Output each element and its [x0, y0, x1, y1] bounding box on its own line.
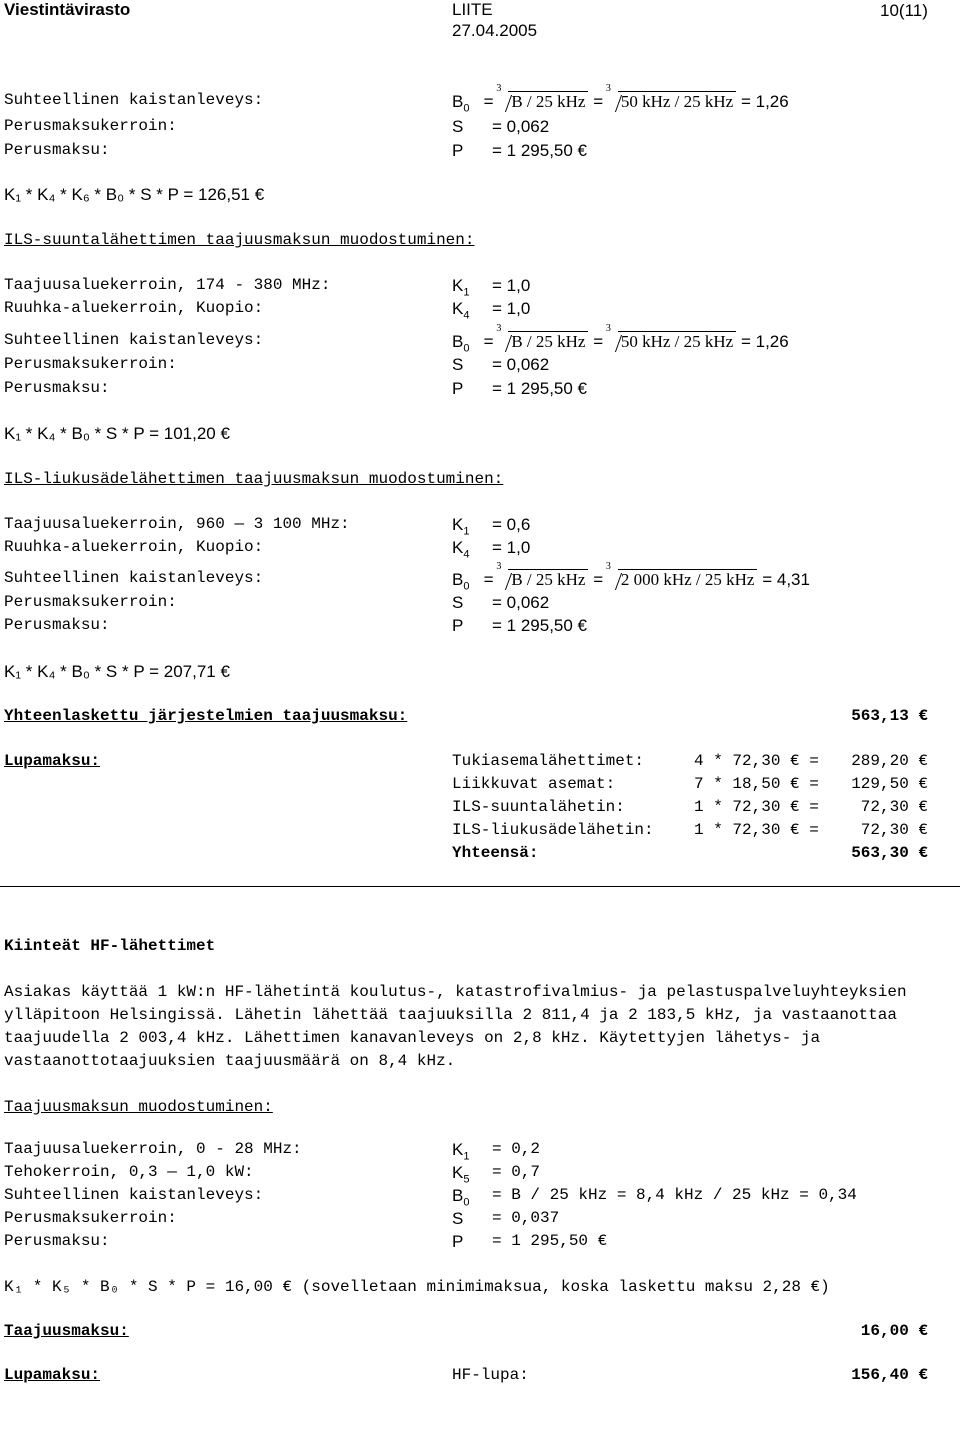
hf-para-line: taajuudella 2 003,4 kHz. Lähettimen kanavanleveys on 2,8 kHz. Käytettyjen lähetys- ja: [4, 1029, 821, 1047]
hf-k1-sym: $K_1$: [452, 1140, 470, 1163]
licence-row-amount: 72,30 €: [860, 798, 928, 816]
block3-title: ILS-liukusädelähettimen taajuusmaksun muodostuminen:: [4, 470, 504, 488]
licence-row-calc: 7 * 18,50 € =: [694, 775, 819, 793]
hf-k1-label: Taajuusaluekerroin, 0 - 28 MHz:: [4, 1140, 302, 1158]
block1-bw-label: Suhteellinen kaistanleveys:: [4, 91, 264, 109]
hf-s-val: = 0,037: [492, 1209, 560, 1227]
block2-bw-label: Suhteellinen kaistanleveys:: [4, 331, 264, 349]
block3-p-sym: P: [452, 616, 464, 635]
block3-k1-label: Taajuusaluekerroin, 960 — 3 100 MHz:: [4, 515, 350, 533]
block2-s-val: = 0,062: [492, 355, 550, 374]
block1-s-label: Perusmaksukerroin:: [4, 117, 177, 135]
block2-k1-label: Taajuusaluekerroin, 174 - 380 MHz:: [4, 276, 331, 294]
block2-formula: K₁ * K₄ * B₀ * S * P = 101,20 €: [4, 424, 230, 443]
block1-p-val: = 1 295,50 €: [492, 141, 588, 160]
licence-row-name: ILS-suuntalähetin:: [452, 798, 625, 816]
licence-row-name: Liikkuvat asemat:: [452, 775, 616, 793]
hf-k1-val: = 0,2: [492, 1140, 541, 1158]
hf-licence-value: 156,40 €: [851, 1366, 928, 1384]
block3-p-val: = 1 295,50 €: [492, 616, 588, 635]
block2-p-sym: P: [452, 379, 464, 398]
block3-s-val: = 0,062: [492, 593, 550, 612]
block2-p-label: Perusmaksu:: [4, 379, 110, 397]
block1-bw-formula: $B_0$ = 3 B / 25 kHz = 3 50 kHz / 25 kHz = 1,26: [452, 83, 789, 115]
block3-s-label: Perusmaksukerroin:: [4, 593, 177, 611]
block2-k4-sym: $K_4$: [452, 299, 470, 322]
hf-k5-sym: $K_5$: [452, 1163, 470, 1186]
licence-sum-label: Yhteensä:: [452, 844, 539, 862]
block2-title: ILS-suuntalähettimen taajuusmaksun muodostuminen:: [4, 231, 475, 249]
block1-formula: K₁ * K₄ * K₆ * B₀ * S * P = 126,51 €: [4, 185, 265, 204]
doc-date: 27.04.2005: [452, 21, 538, 40]
total-label: Yhteenlaskettu järjestelmien taajuusmaksu:: [4, 707, 408, 725]
licence-label: Lupamaksu:: [4, 752, 101, 770]
hf-para-line: ylläpitoon Helsingissä. Lähetin lähettää taajuuksilla 2 811,4 ja 2 183,5 kHz, ja vastaanottaa: [4, 1006, 897, 1024]
licence-row-amount: 72,30 €: [860, 821, 928, 839]
hf-para-line: Asiakas käyttää 1 kW:n HF-lähetintä koulutus-, katastrofivalmius- ja pelastuspalveluyhteyksien: [4, 983, 907, 1001]
licence-row-calc: 1 * 72,30 € =: [694, 821, 819, 839]
block3-s-sym: S: [452, 593, 464, 612]
block3-p-label: Perusmaksu:: [4, 616, 110, 634]
block1-s-sym: S: [452, 117, 464, 136]
block1-p-sym: P: [452, 141, 464, 160]
licence-row-name: Tukiasemalähettimet:: [452, 752, 645, 770]
hf-formula: K₁ * K₅ * B₀ * S * P = 16,00 € (sovelletaan minimimaksua, koska laskettu maksu 2,28 €): [4, 1278, 830, 1296]
block3-bw-formula: $B_0$ = 3 B / 25 kHz = 3 2 000 kHz / 25 kHz = 4,31: [452, 561, 810, 593]
block1-s-val: = 0,062: [492, 117, 550, 136]
hf-licence-label: Lupamaksu:: [4, 1366, 101, 1384]
hf-bw-sym: $B_0$: [452, 1186, 470, 1209]
licence-row-name: ILS-liukusädelähetin:: [452, 821, 654, 839]
hf-p-label: Perusmaksu:: [4, 1232, 110, 1250]
block3-k4-label: Ruuhka-aluekerroin, Kuopio:: [4, 538, 264, 556]
licence-sum-value: 563,30 €: [851, 844, 928, 862]
licence-row-amount: 129,50 €: [851, 775, 928, 793]
block3-k4-val: = 1,0: [492, 538, 531, 557]
block2-s-sym: S: [452, 355, 464, 374]
hf-title: Kiinteät HF-lähettimet: [4, 937, 216, 955]
doc-title: LIITE: [452, 0, 493, 19]
licence-row-amount: 289,20 €: [851, 752, 928, 770]
licence-row-calc: 1 * 72,30 € =: [694, 798, 819, 816]
hf-bw-label: Suhteellinen kaistanleveys:: [4, 1186, 264, 1204]
licence-row-calc: 4 * 72,30 € =: [694, 752, 819, 770]
block2-s-label: Perusmaksukerroin:: [4, 355, 177, 373]
hf-para-line: vastaanottotaajuuksien taajuusmäärä on 8,4 kHz.: [4, 1052, 456, 1070]
hf-k5-label: Tehokerroin, 0,3 — 1,0 kW:: [4, 1163, 254, 1181]
block3-k1-sym: $K_1$: [452, 515, 470, 538]
block3-formula: K₁ * K₄ * B₀ * S * P = 207,71 €: [4, 662, 230, 681]
hf-p-sym: P: [452, 1232, 464, 1251]
hf-s-sym: S: [452, 1209, 464, 1228]
total-value: 563,13 €: [851, 707, 928, 725]
block2-k4-label: Ruuhka-aluekerroin, Kuopio:: [4, 299, 264, 317]
block2-k1-val: = 1,0: [492, 276, 531, 295]
block1-p-label: Perusmaksu:: [4, 141, 110, 159]
block2-p-val: = 1 295,50 €: [492, 379, 588, 398]
org-name: Viestintävirasto: [4, 0, 131, 19]
hf-sub-title: Taajuusmaksun muodostuminen:: [4, 1098, 273, 1116]
hf-licence-name: HF-lupa:: [452, 1366, 529, 1384]
block3-k1-val: = 0,6: [492, 515, 531, 534]
block2-k4-val: = 1,0: [492, 299, 531, 318]
block2-k1-sym: $K_1$: [452, 276, 470, 299]
block2-bw-formula: $B_0$ = 3 B / 25 kHz = 3 50 kHz / 25 kHz = 1,26: [452, 323, 789, 355]
block3-bw-label: Suhteellinen kaistanleveys:: [4, 569, 264, 587]
hf-fee-label: Taajuusmaksu:: [4, 1322, 129, 1340]
block3-k4-sym: $K_4$: [452, 538, 470, 561]
section-divider: [0, 886, 960, 887]
hf-fee-value: 16,00 €: [860, 1322, 928, 1340]
page-number: 10(11): [880, 1, 928, 20]
hf-bw-val: = B / 25 kHz = 8,4 kHz / 25 kHz = 0,34: [492, 1186, 857, 1204]
hf-p-val: = 1 295,50 €: [492, 1232, 608, 1250]
hf-s-label: Perusmaksukerroin:: [4, 1209, 177, 1227]
hf-k5-val: = 0,7: [492, 1163, 541, 1181]
